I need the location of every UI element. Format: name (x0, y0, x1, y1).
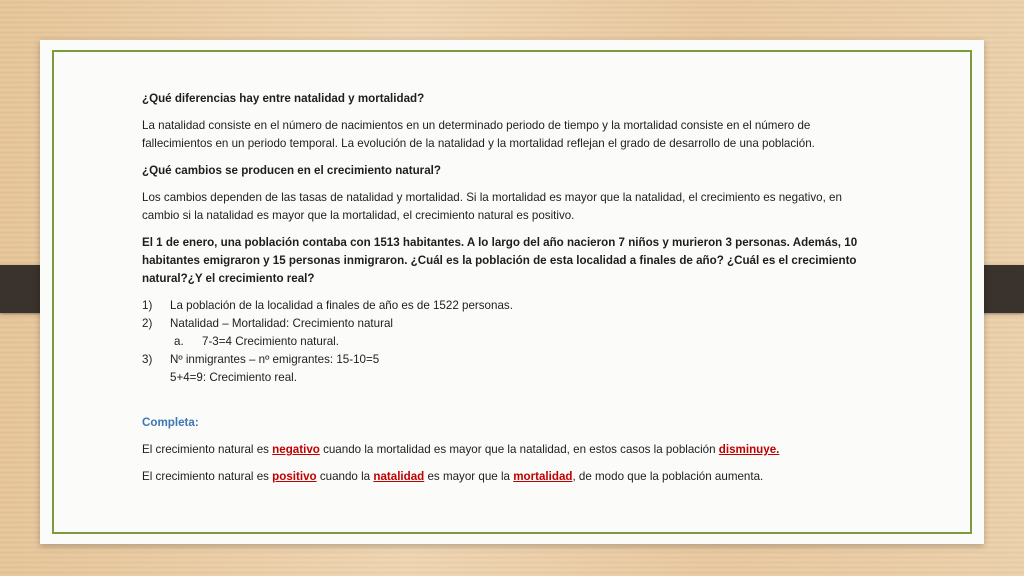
sentence-text: cuando la (316, 470, 374, 483)
sub-list-item (142, 333, 862, 351)
list-text: Nº inmigrantes – nº emigrantes: 15-10=5 (170, 353, 380, 366)
sub-list-text: 7-3=4 Crecimiento natural. (202, 335, 339, 348)
list-item (142, 315, 862, 333)
answer-2: Los cambios dependen de las tasas de natalidad y mortalidad. Si la mortalidad es mayor que la natalidad, el crecimiento es negativo, en cambio si la natalidad es mayor que la mortalidad, el crecimiento natural es positivo. (142, 191, 842, 222)
solution-list (142, 297, 862, 387)
answer-1: La natalidad consiste en el número de nacimientos en un determinado periodo de tiempo y la mortalidad consiste en el número de fallecimientos en un periodo temporal. La evolución de la natalidad y la mortalidad reflejan el grado de desarrollo de una población. (142, 119, 815, 150)
list-item (142, 351, 862, 369)
answer-word: natalidad (373, 470, 425, 483)
completa-heading: Completa: (142, 416, 199, 429)
answer-word: disminuye. (718, 443, 780, 456)
problem-statement: El 1 de enero, una población contaba con 1513 habitantes. A lo largo del año nacieron 7 niños y murieron 3 personas. Además, 10 habitantes emigraron y 15 personas inmigraron. ¿Cuál es la población de esta localidad a finales de año? ¿Cuál es el crecimiento natural?¿Y el crecimiento real? (142, 236, 858, 285)
list-number: 3) (142, 353, 153, 366)
sentence-text: , de modo que la población aumenta. (572, 470, 764, 483)
fill-sentence-2 (142, 468, 862, 486)
sentence-text: El crecimiento natural es (142, 470, 273, 483)
list-continuation: 5+4=9: Crecimiento real. (170, 371, 297, 384)
answer-word: positivo (272, 470, 317, 483)
answer-word: mortalidad (513, 470, 573, 483)
list-number: 1) (142, 299, 153, 312)
sub-list-letter: a. (174, 335, 184, 348)
question-1: ¿Qué diferencias hay entre natalidad y mortalidad? (142, 92, 425, 105)
question-2: ¿Qué cambios se producen en el crecimiento natural? (142, 164, 441, 177)
sentence-text: es mayor que la (424, 470, 514, 483)
sentence-text: cuando la mortalidad es mayor que la natalidad, en estos casos la población (319, 443, 719, 456)
sentence-text: El crecimiento natural es (142, 443, 273, 456)
slide-paper (40, 40, 984, 544)
fill-sentence-1 (142, 441, 862, 459)
list-text: Natalidad – Mortalidad: Crecimiento natural (170, 317, 393, 330)
list-number: 2) (142, 317, 153, 330)
answer-word: negativo (272, 443, 320, 456)
slide-content (142, 90, 862, 495)
list-item (142, 297, 862, 315)
list-text: La población de la localidad a finales de año es de 1522 personas. (170, 299, 513, 312)
spacer (142, 396, 862, 414)
